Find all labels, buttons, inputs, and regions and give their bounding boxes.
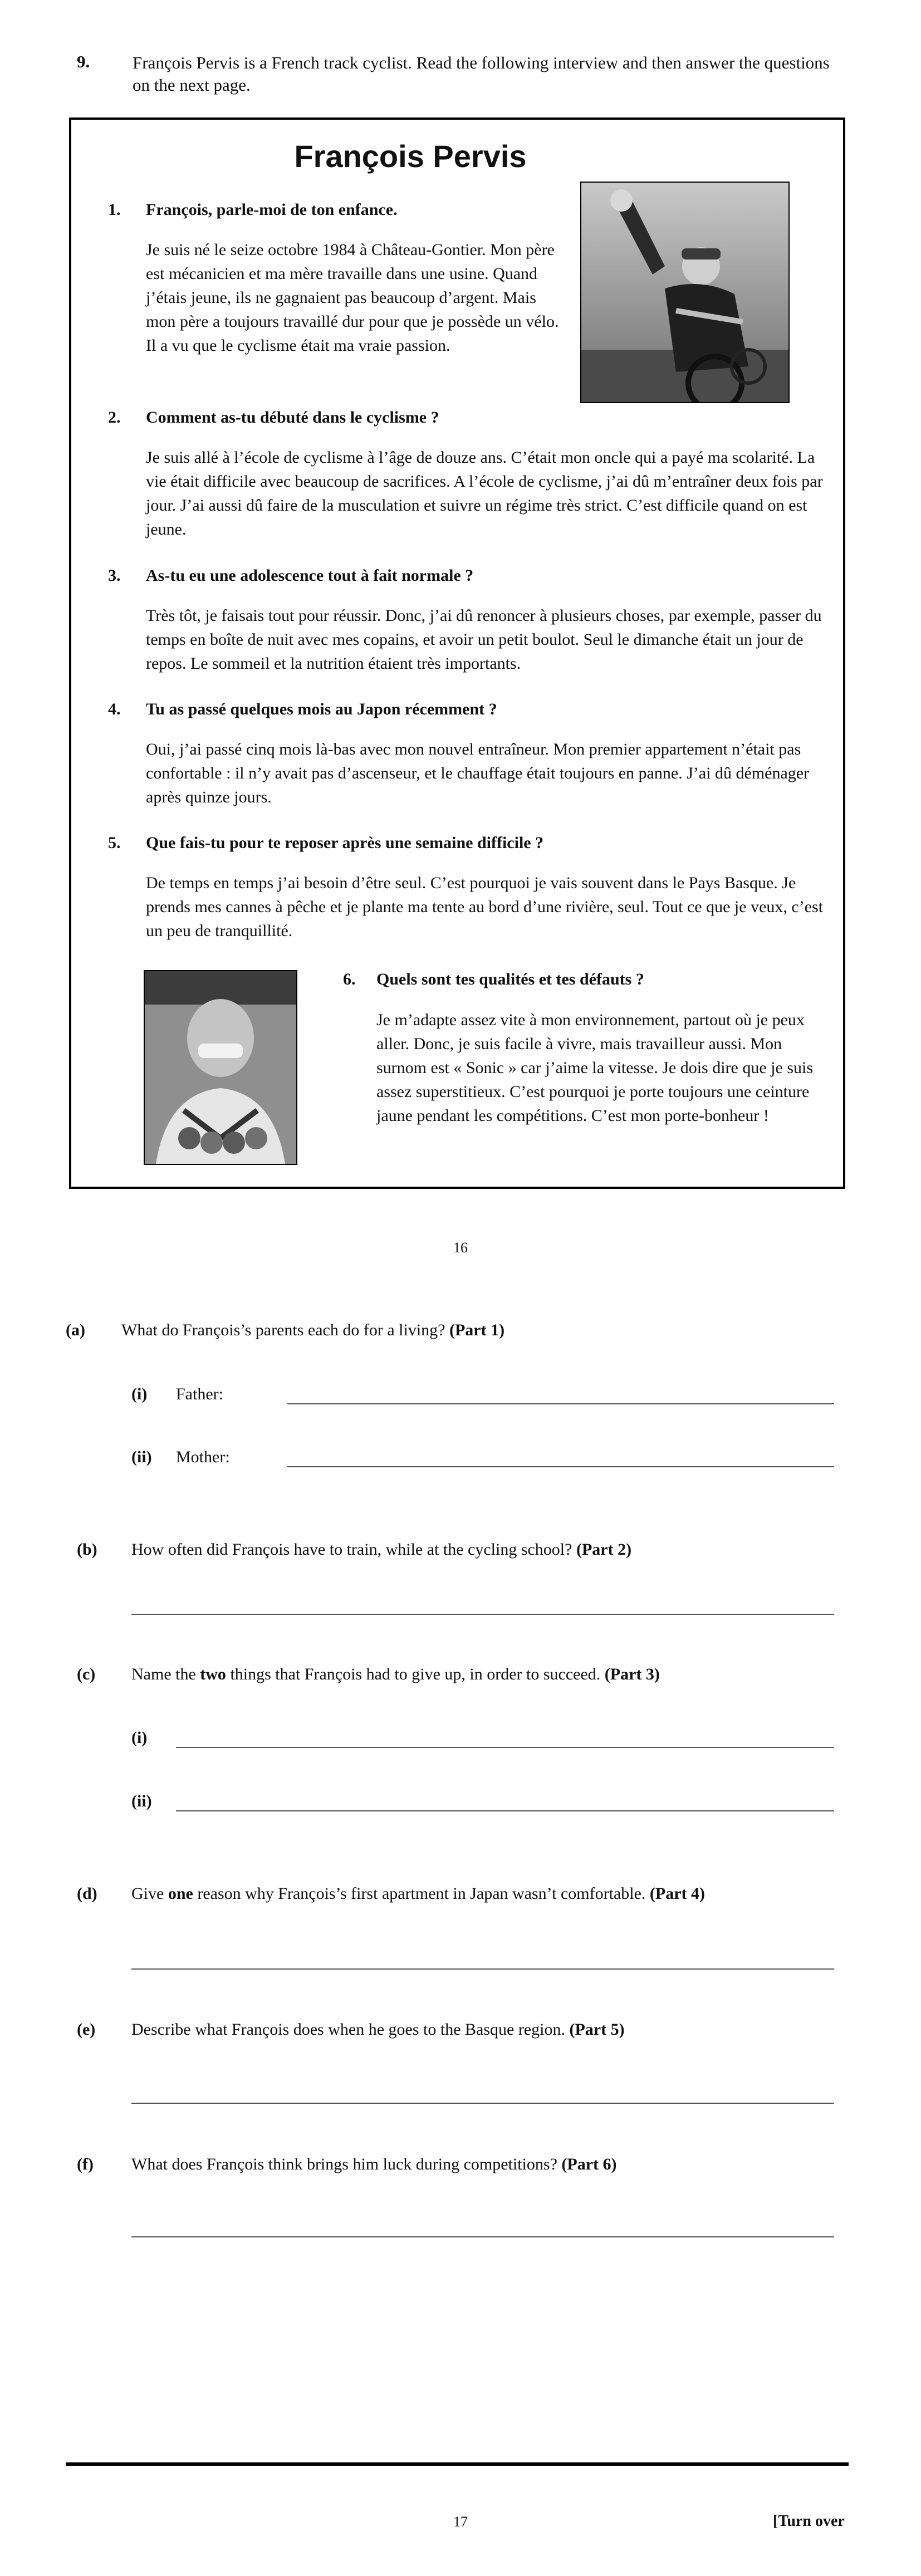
answer-line-c-i[interactable] — [176, 1747, 834, 1748]
footer-rule — [66, 2462, 849, 2466]
section-answer: Je m’adapte assez vite à mon environnement, partout où je peux aller. Donc, je suis facile à vivre, mais travailleur aussi. Mon surnom est « Sonic » car j’aime la vitesse. Je dois dire que je suis assez superstitieux. C’est pourquoi je porte toujours une ceinture jaune pendant les compétitions. C’est mon porte-bonheur ! — [376, 1011, 813, 1125]
question-label: (d) — [77, 1884, 97, 1903]
question-text: What does François think brings him luck during competitions? (Part 6) — [131, 2155, 617, 2173]
sub-label: (i) — [131, 1728, 148, 1747]
section-question: Tu as passé quelques mois au Japon récemment ? — [146, 700, 497, 718]
question-intro: François Pervis is a French track cyclist. Read the following interview and then answer the questions on the next page. — [133, 53, 830, 95]
section-number: 5. — [108, 834, 121, 852]
section-number: 6. — [343, 970, 356, 988]
question-label: (f) — [77, 2155, 94, 2173]
section-number: 4. — [108, 700, 121, 718]
answer-line-father[interactable] — [287, 1403, 834, 1404]
sub-label: (i) — [131, 1385, 148, 1403]
section-number: 1. — [108, 200, 121, 219]
turn-over-label: [Turn over — [773, 2513, 845, 2530]
sub-text: Father: — [176, 1385, 223, 1403]
sub-text: Mother: — [176, 1448, 230, 1466]
answer-line-c-ii[interactable] — [176, 1810, 834, 1811]
question-text: How often did François have to train, while at the cycling school? (Part 2) — [131, 1540, 632, 1559]
answer-line-f[interactable] — [131, 2236, 834, 2237]
section-question: Quels sont tes qualités et tes défauts ? — [376, 970, 644, 988]
section-question: As-tu eu une adolescence tout à fait normale ? — [146, 566, 474, 585]
section-question: Que fais-tu pour te reposer après une semaine difficile ? — [146, 834, 544, 852]
medal-portrait-photo — [144, 970, 297, 1165]
answer-line-d[interactable] — [131, 1968, 834, 1970]
question-text: Give one reason why François’s first apartment in Japan wasn’t comfortable. (Part 4) — [131, 1884, 706, 1903]
sub-label: (ii) — [131, 1792, 152, 1810]
question-label: (b) — [77, 1540, 97, 1559]
section-answer: De temps en temps j’ai besoin d’être seul. C’est pourquoi je vais souvent dans le Pays Basque. Je prends mes cannes à pêche et je plante ma tente au bord d’une rivière, seul. Tout ce que je veux, c’est un peu de tranquillité. — [146, 874, 824, 940]
answer-line-b[interactable] — [131, 1614, 834, 1615]
question-label: (a) — [66, 1321, 85, 1339]
question-text: Name the two things that François had to give up, in order to succeed. (Part 3) — [131, 1665, 660, 1683]
section-answer: Oui, j’ai passé cinq mois là-bas avec mon nouvel entraîneur. Mon premier appartement n’était pas confortable : il n’y avait pas d’ascenseur, et le chauffage était toujours en panne. J’ai dû déménager après quinze jours. — [146, 740, 810, 806]
section-number: 3. — [108, 566, 121, 585]
question-number: 9. — [77, 52, 90, 71]
section-answer: Je suis né le seize octobre 1984 à Château-Gontier. Mon père est mécanicien et ma mère travaille dans une usine. Quand j’étais jeune, ils ne gagnaient pas beaucoup d’argent. Mais mon père a toujours travaillé dur pour que je possède un vélo. Il a vu que le cyclisme était ma vraie passion. — [146, 241, 559, 355]
answer-line-e[interactable] — [131, 2103, 834, 2104]
section-answer: Très tôt, je faisais tout pour réussir. Donc, j’ai dû renoncer à plusieurs choses, par exemple, passer du temps en boîte de nuit avec mes copains, et avoir un petit boulot. Seul le dimanche était un jour de repos. Le sommeil et la nutrition étaient très importants. — [146, 606, 822, 673]
cyclist-photo — [580, 182, 790, 403]
question-label: (c) — [77, 1665, 96, 1683]
interview-title: François Pervis — [294, 139, 527, 174]
question-text: What do François’s parents each do for a living? (Part 1) — [121, 1321, 505, 1339]
sub-label: (ii) — [131, 1448, 152, 1466]
page-number: 16 — [453, 1240, 468, 1256]
section-question: François, parle-moi de ton enfance. — [146, 200, 398, 219]
question-label: (e) — [77, 2020, 96, 2039]
section-answer: Je suis allé à l’école de cyclisme à l’âge de douze ans. C’était mon oncle qui a payé ma scolarité. La vie était difficile avec beaucoup de sacrifices. A l’école de cyclisme, j’ai dû m’entraîner deux fois par jour. J’ai aussi dû faire de la musculation et suivre un régime très strict. C’est difficile quand on est jeune. — [146, 448, 823, 538]
question-text: Describe what François does when he goes to the Basque region. (Part 5) — [131, 2020, 625, 2039]
page-number: 17 — [453, 2514, 468, 2530]
section-number: 2. — [108, 408, 121, 427]
section-question: Comment as-tu débuté dans le cyclisme ? — [146, 408, 439, 427]
answer-line-mother[interactable] — [287, 1466, 834, 1467]
